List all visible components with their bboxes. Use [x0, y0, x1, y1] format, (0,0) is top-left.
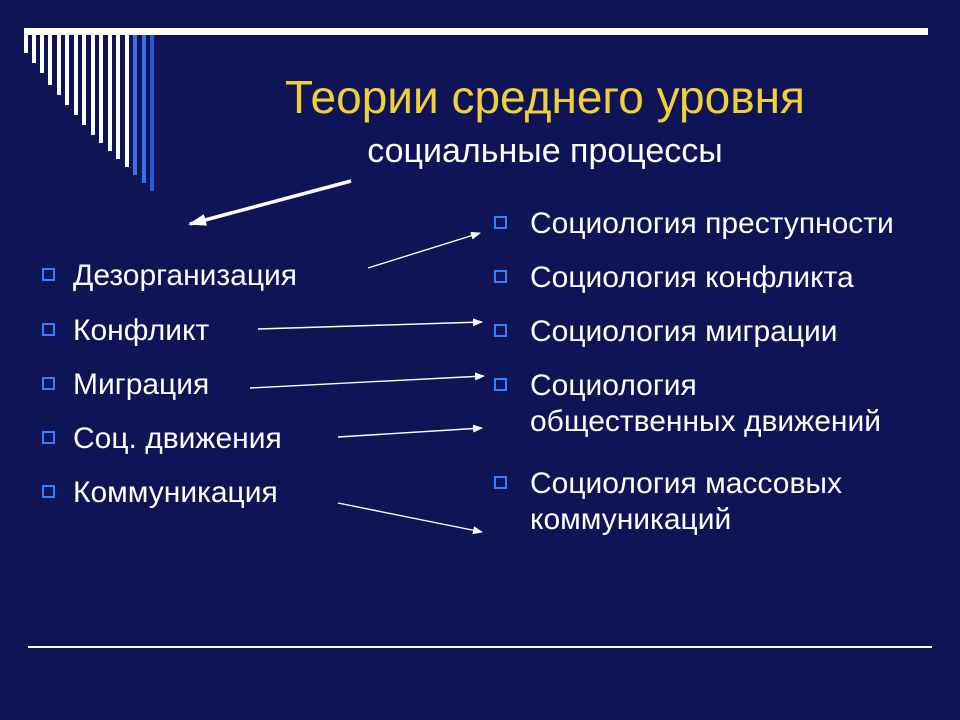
- right-item: Социология преступности: [494, 206, 894, 242]
- right-item: Социология миграции: [494, 314, 838, 350]
- left-item: Соц. движения: [42, 421, 282, 457]
- left-item: Конфликт: [42, 313, 209, 349]
- left-item: Коммуникация: [42, 475, 278, 511]
- slide-subtitle: социальные процессы: [367, 132, 723, 170]
- arrow-kommunikatsiya: [338, 503, 482, 532]
- arrow-dvizheniya: [338, 428, 482, 437]
- right-item: Социология массовых коммуникаций: [494, 466, 842, 538]
- right-item: Социология конфликта: [494, 260, 854, 296]
- right-item: Социология общественных движений: [494, 368, 881, 440]
- slide-title: Теории среднего уровня: [285, 71, 805, 123]
- subtitle-arrow: [190, 181, 351, 224]
- bottom-divider: [28, 646, 932, 648]
- arrow-migratsiya: [250, 376, 484, 388]
- arrow-konflikt: [258, 322, 482, 329]
- arrow-dezorganizatsiya: [368, 233, 480, 268]
- left-item: Миграция: [42, 367, 209, 403]
- left-item: Дезорганизация: [42, 258, 297, 294]
